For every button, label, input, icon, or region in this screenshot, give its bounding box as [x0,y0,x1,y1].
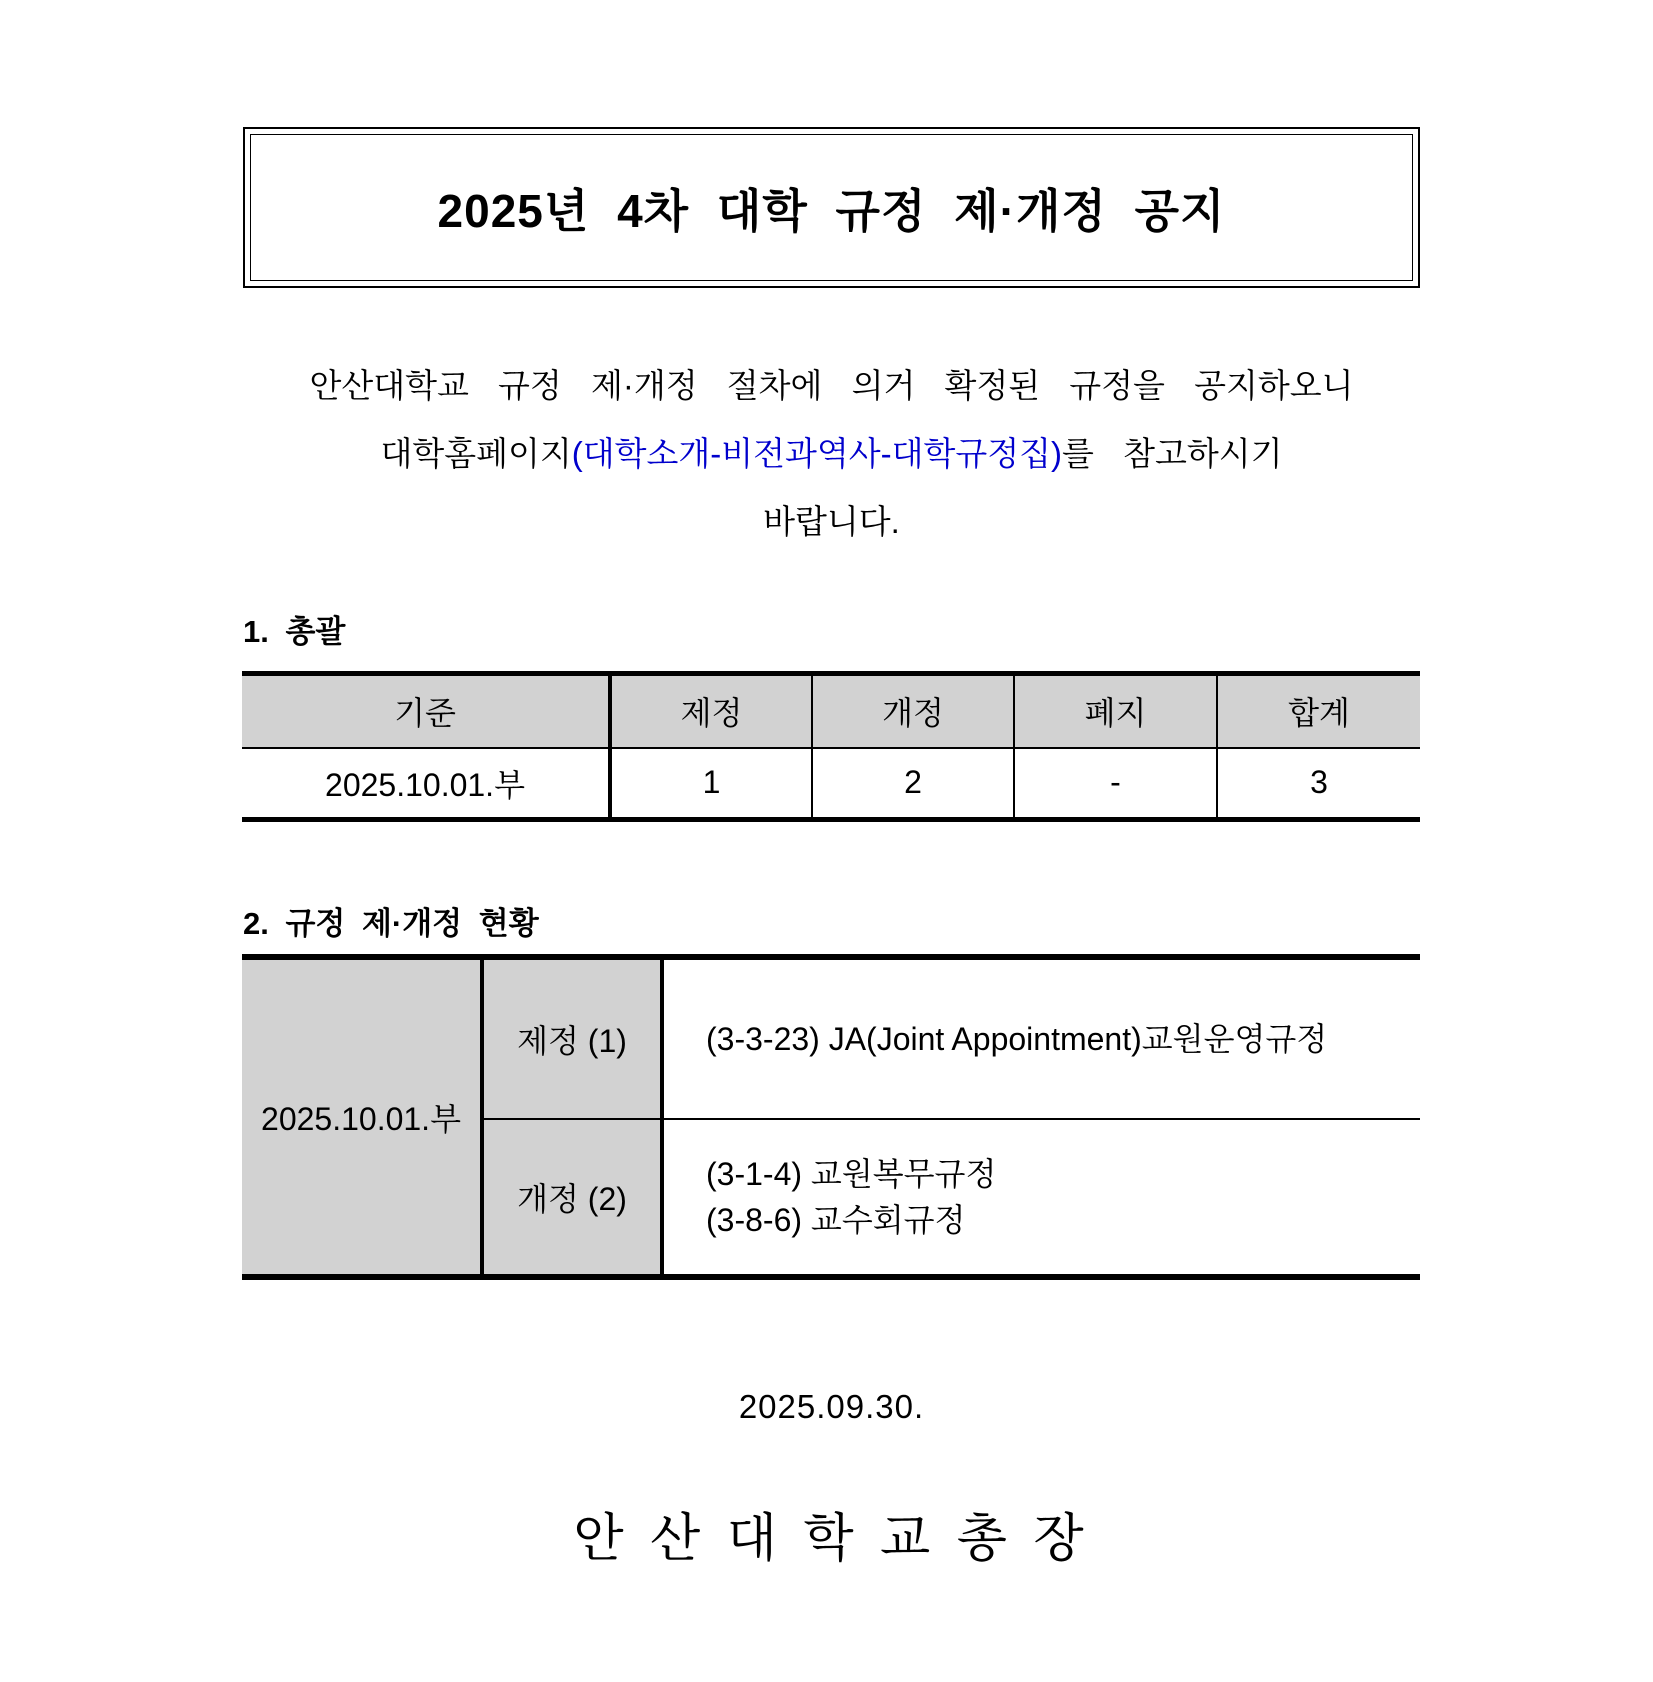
summary-cell-basis-date: 2025.10.01.부 [242,748,610,820]
title-box [243,127,1420,288]
document-title: 2025년 4차 대학 규정 제·개정 공지 [437,184,1226,237]
summary-cell-revision-count: 2 [812,748,1014,820]
regulation-menu-path-text: (대학소개-비전과역사-대학규정집) [571,435,1063,472]
summary-header-abolition: 폐지 [1014,674,1217,748]
intro-paragraph [243,352,1420,556]
detail-items-revision-cell [662,1119,1420,1277]
regulation-item: (3-1-4) 교원복무규정 [706,1156,997,1192]
section2-heading: 2. 규정 제·개정 현황 [243,906,539,941]
summary-header-enactment: 제정 [610,674,812,748]
summary-header-revision: 개정 [812,674,1014,748]
summary-table-header-row [242,674,1420,748]
detail-items-enactment-cell [662,957,1420,1119]
intro-line-1: 안산대학교 규정 제·개정 절차에 의거 확정된 규정을 공지하오니 [309,367,1354,404]
summary-header-total: 합계 [1217,674,1420,748]
title-box-inner-border [250,134,1413,281]
detail-row-enactment [242,957,1420,1119]
regulation-item: (3-3-23) JA(Joint Appointment)교원운영규정 [706,1021,1328,1057]
detail-type-enactment-cell: 제정 (1) [482,957,662,1119]
detail-effective-date-cell: 2025.10.01.부 [242,957,482,1277]
summary-table [242,671,1420,822]
summary-cell-total-count: 3 [1310,764,1328,801]
regulation-item: (3-8-6) 교수회규정 [706,1202,966,1238]
detail-type-revision-cell: 개정 (2) [482,1119,662,1277]
signature-president: 안 산 대 학 교 총 장 [573,1510,1090,1568]
summary-table-data-row [242,748,1420,820]
summary-header-basis: 기준 [242,674,610,748]
document-date: 2025.09.30. [738,1388,925,1425]
summary-cell-abolition-count: - [1014,748,1217,820]
intro-line2-suffix: 를 참고하시기 [1062,435,1283,472]
intro-line2-prefix: 대학홈페이지 [380,435,572,472]
intro-line-2 [243,420,1420,488]
intro-line-3: 바랍니다. [763,503,900,540]
detail-table [242,954,1420,1280]
summary-cell-enactment-count: 1 [610,748,812,820]
section1-heading: 1. 총괄 [243,614,346,649]
